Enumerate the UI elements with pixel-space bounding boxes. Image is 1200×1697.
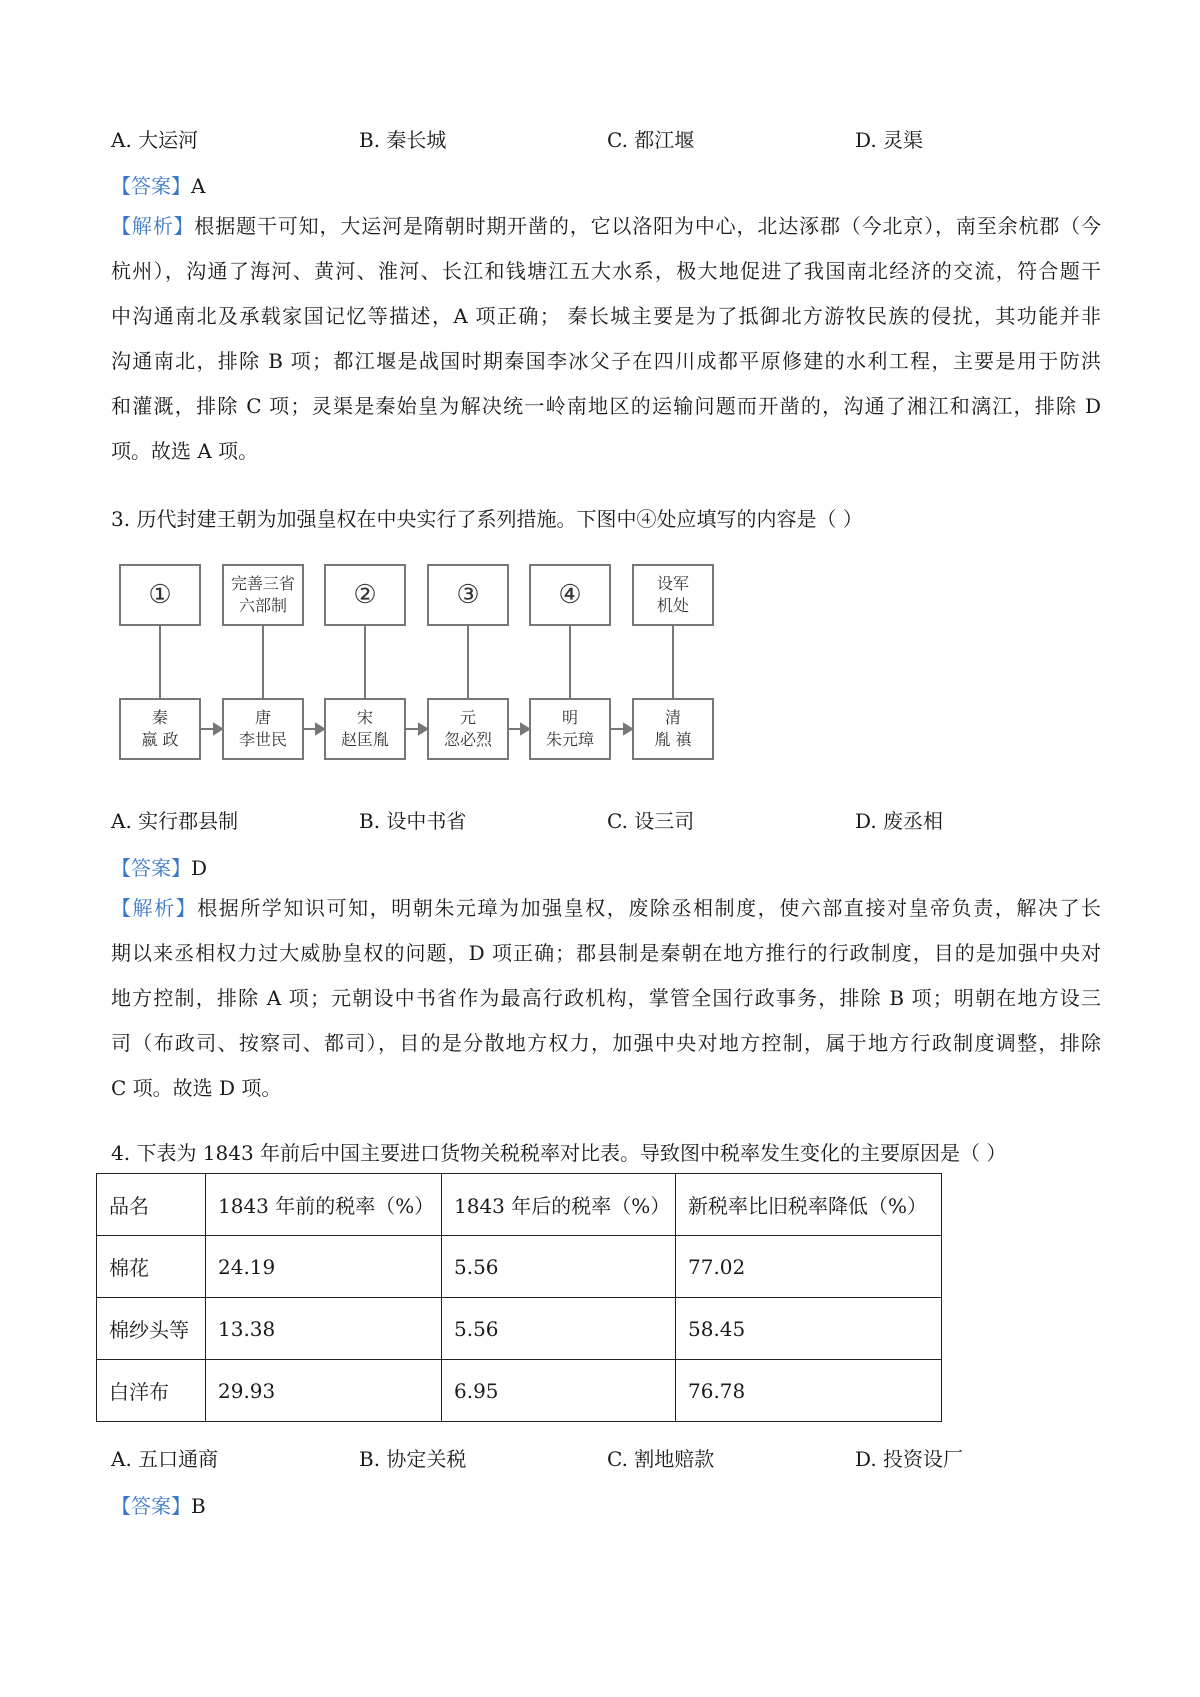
arrow-head: [316, 724, 324, 734]
q4-answer: [111, 1490, 206, 1519]
answer-value: A: [191, 174, 206, 198]
dynasty-box-qin: 秦 嬴 政: [119, 698, 201, 760]
dynasty-box-tang: 唐 李世民: [222, 698, 304, 760]
q4-option-b: B. 协定关税: [359, 1447, 467, 1471]
q3-option-b: B. 设中书省: [359, 809, 467, 833]
q4-option-a: A. 五口通商: [111, 1447, 219, 1471]
table-cell: 棉纱头等: [97, 1298, 206, 1360]
q4-options: [111, 1443, 1111, 1477]
diagram-box-2: 完善三省 六部制: [222, 564, 304, 626]
table-cell: 76.78: [676, 1360, 942, 1422]
q3-option-a: A. 实行郡县制: [111, 809, 239, 833]
analysis-line: 地方控制，排除 A 项；元朝设中书省作为最高行政机构，掌管全国行政事务，排除 B 项；明朝在地方设三: [111, 986, 1101, 1010]
diagram-box-5: ④: [529, 564, 611, 626]
diagram-box-3: ②: [324, 564, 406, 626]
q3-option-d: D. 废丞相: [855, 809, 944, 833]
table-cell: 24.19: [206, 1236, 442, 1298]
table-cell: 6.95: [442, 1360, 676, 1422]
q3-answer: [111, 852, 207, 881]
table-header-cell: 品名: [97, 1174, 206, 1236]
table-cell: 5.56: [442, 1236, 676, 1298]
answer-tag: 【答案】: [111, 174, 191, 198]
analysis-tag: 【解析】: [111, 896, 198, 920]
table-cell: 棉花: [97, 1236, 206, 1298]
table-header-cell: 新税率比旧税率降低（%）: [676, 1174, 942, 1236]
analysis-line: 项。故选 A 项。: [111, 439, 259, 463]
table-header-row: [97, 1174, 942, 1236]
analysis-line: C 项。故选 D 项。: [111, 1076, 282, 1100]
arrow-head: [419, 724, 427, 734]
q3-option-c: C. 设三司: [607, 809, 695, 833]
table-cell: 13.38: [206, 1298, 442, 1360]
arrow-head: [624, 724, 632, 734]
q2-answer: [111, 170, 205, 199]
q2-options: [111, 124, 1111, 158]
analysis-line: 【解析】根据所学知识可知，明朝朱元璋为加强皇权，废除丞相制度，使六部直接对皇帝负责，解决了长: [111, 896, 1102, 920]
analysis-line: 期以来丞相权力过大威胁皇权的问题，D 项正确；郡县制是秦朝在地方推行的行政制度，目的是加强中央对: [111, 941, 1101, 965]
table-row: [97, 1236, 942, 1298]
table-cell: 29.93: [206, 1360, 442, 1422]
q3-analysis: [111, 886, 1101, 1111]
dynasty-box-ming: 明 朱元璋: [529, 698, 611, 760]
answer-tag: 【答案】: [111, 856, 191, 880]
analysis-line: 【解析】根据题干可知，大运河是隋朝时期开凿的，它以洛阳为中心，北达涿郡（今北京），南至余杭郡（今: [111, 214, 1102, 238]
table-header-cell: 1843 年前的税率（%）: [206, 1174, 442, 1236]
q3-options: [111, 805, 1111, 839]
analysis-line: 杭州），沟通了海河、黄河、淮河、长江和钱塘江五大水系，极大地促进了我国南北经济的交流，符合题干: [111, 259, 1101, 283]
q2-option-c: C. 都江堰: [607, 128, 695, 152]
table-cell: 5.56: [442, 1298, 676, 1360]
q4-option-d: D. 投资设厂: [855, 1447, 964, 1471]
dynasty-box-song: 宋 赵匡胤: [324, 698, 406, 760]
answer-value: D: [191, 856, 208, 880]
q2-option-b: B. 秦长城: [359, 128, 447, 152]
dynasty-box-yuan: 元 忽必烈: [427, 698, 509, 760]
table-cell: 58.45: [676, 1298, 942, 1360]
analysis-line: 中沟通南北及承载家国记忆等描述，A 项正确； 秦长城主要是为了抵御北方游牧民族的侵扰，其功能并非: [111, 304, 1101, 328]
diagram-box-6: 设军 机处: [632, 564, 714, 626]
arrow-head: [214, 724, 222, 734]
dynasty-diagram: [119, 548, 739, 783]
table-row: [97, 1360, 942, 1422]
analysis-line: 和灌溉，排除 C 项；灵渠是秦始皇为解决统一岭南地区的运输问题而开凿的，沟通了湘江和漓江，排除 D: [111, 394, 1101, 418]
dynasty-box-qing: 清 胤 禛: [632, 698, 714, 760]
table-cell: 77.02: [676, 1236, 942, 1298]
table-row: [97, 1298, 942, 1360]
table-cell: 白洋布: [97, 1360, 206, 1422]
answer-value: B: [191, 1494, 206, 1518]
analysis-line: 司（布政司、按察司、都司），目的是分散地方权力，加强中央对地方控制，属于地方行政制度调整，排除: [111, 1031, 1101, 1055]
q2-option-a: A. 大运河: [111, 128, 199, 152]
diagram-box-1: ①: [119, 564, 201, 626]
q2-option-d: D. 灵渠: [855, 128, 924, 152]
arrow-head: [521, 724, 529, 734]
q3-question: 3. 历代封建王朝为加强皇权在中央实行了系列措施。下图中④处应填写的内容是（ ）: [111, 507, 863, 531]
diagram-box-4: ③: [427, 564, 509, 626]
analysis-line: 沟通南北，排除 B 项；都江堰是战国时期秦国李冰父子在四川成都平原修建的水利工程，主要是用于防洪: [111, 349, 1101, 373]
q2-analysis: [111, 204, 1101, 474]
tariff-table: [96, 1173, 942, 1422]
table-header-cell: 1843 年后的税率（%）: [442, 1174, 676, 1236]
q4-question: 4. 下表为 1843 年前后中国主要进口货物关税税率对比表。导致图中税率发生变化的主要原因是（ ）: [111, 1141, 1007, 1165]
analysis-tag: 【解析】: [111, 214, 195, 238]
answer-tag: 【答案】: [111, 1494, 191, 1518]
q4-option-c: C. 割地赔款: [607, 1447, 715, 1471]
